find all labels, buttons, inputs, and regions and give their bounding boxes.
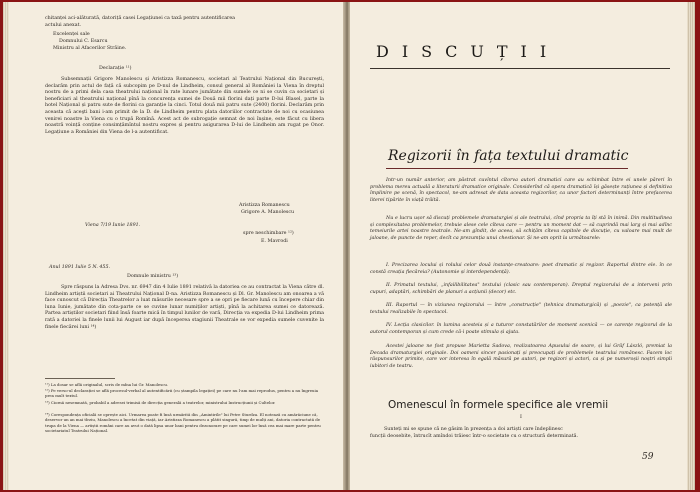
- last-line-1: Sunteți mi se spune că ne găsim în prezența a doi artiști care îndeplinesc: [384, 427, 563, 432]
- last-line-2: funcții deosebite, întrucît amîndoi trăiesc într-o societate cu o structură determinată.: [370, 434, 579, 439]
- signatory-2: Grigore A. Manolescu: [241, 210, 295, 215]
- intro-paragraph: Intr-un număr anterior, am păstrat cuvîntul cîtorva autori dramatici care au schimbat între ei unele păreri în problema mereu actuală a literaturii dramatice originale. Considerînd că opera dramatică își găsește rațiunea și definitiva împlinire pe scenă, în spectacol, ne-am adresat de data aceasta regizorilor, ca unor factori determinanți între prefacerea literei tipărite în viață trăită.: [370, 178, 672, 203]
- minister-heading: Domnule ministru ¹³): [127, 274, 179, 279]
- section-title: DISCUȚII: [376, 42, 560, 61]
- section-numeral: I: [520, 415, 522, 420]
- top-line-2: actului anexat.: [45, 23, 82, 28]
- point-1: I. Precizarea locului și rolului celor două instanțe-creatoare: poet dramatic și regizor. Raportul dintre ele. în ce constă creația fiecăreia? (Autonomie și interdependență).: [370, 263, 672, 275]
- declaration-text: Subsemnații Grigore Manolescu și Aristizza Romanescu, societari al Teatrului Național din București, declarăm prin actul de față că subcopim pe D-nul de Lindheim, consul general al României la Viena în dreptul nostru de a primi dela casa theatrului național în rate lunare jumătate din sumele ce ni se cuvin ca societari și beneficiari al theatrului național pînă la concurența sumei de Două mii florini dați parte D-lui Blasel, parte la hotel Național și patru sute de florini ca garanție la cinci. Totul două mii patru sute (2400) florini. Declarăm prin aceasta că aceşti bani i-am primit de la D. de Lindheim pentru plata datoriilor contractate de noi cu ocasiunea venirei noastre la Viena cu o trupă Romînă. Acest act de subrogație semnat de noi înșine, este făcut cu libera noastră voință conține consimțămîntul nostru expres și pentru asigurarea D-lui de Lindheim am rugat pe Onor. Legațiune a României din Viena de l-a autentificat.: [45, 77, 324, 135]
- footnote-1: ¹¹) La dosar se află originalul, scris de mîna lui Gr. Manolescu.: [45, 382, 169, 387]
- closing-line-1: Excelenței sale: [53, 32, 90, 37]
- right-page-edge: [687, 2, 695, 490]
- witness-name: E. Mavrodi: [261, 239, 288, 244]
- article-title-underline: [386, 168, 628, 169]
- top-line-1: chitanței aci-alăturată, datoriță casei Legațiunei ca taxă pentru autentificarea: [45, 16, 236, 21]
- dateline: Anul 1891 Iulie 5 N. 455.: [49, 265, 111, 270]
- left-page: [3, 2, 344, 490]
- point-2: II. Primatul textului, „infailibilitatea" textului (clasic sau contemporan). Dreptul regizorului de a interveni prin cupuri, adaptări, schimbări de planuri a acțiunii (decor) etc.: [370, 283, 672, 295]
- closing-paragraph: Acestei jaloane ne fost propuse Marietta Sadova, realizatoarea Apusului de soare, și lui Grăf László, premiat la Decada dramaturgiei originale. Doi oameni sincer pasionați și preocupați de problemele teatrului românesc. Facem loc răspunsurilor primite, care vor interesa în egală măsură pe autori, pe regizori și actori, ca și pe numeroșii noștri simpli iubitori de teatru.: [370, 344, 672, 369]
- footnote-4: ¹⁴) Corespondența oficială se oprește aici. Urmarea poate fi însă urmărită din „Amintirile" lui Petre Sturdza. El notează cu amărăciune că, deservor un an mai tîrziu, Manolescu a încetat din viață, iar Aristizza Romanescu a plătit singură, timp de mulți ani, datoria contractată de trupa de la Viena — artiștii români care au avut o dată lipsa unor bani pentru dezonorare pe care sumei lor însă cea mai mare parte pentru societariatul Teatrului Național.: [45, 412, 321, 433]
- page-number: 59: [642, 452, 654, 462]
- place-date: Viena 7/19 Iunie 1891.: [85, 223, 141, 228]
- footnote-rule: [45, 378, 115, 379]
- intro-paragraph-2: Nu e lucru ușor să discuți problemele dramaturgiei și ale teatrului, cînd propria ta îți stă în inimă. Din multitudinea și complexitatea problemelor, trebuie alese cele cîteva care — pentru un moment dat — să cuprindă mai larg și mai adînc temeiurile artei noastre teatrale. Ne-am gîndit, de aceea, să schițăm cîteva capitole de discuție, cu valoare mai mult de jaloane, de puncte de reper, decît ca prezumția unui chestionar. Și ne-am oprit la următoarele:: [370, 216, 672, 241]
- closing-line-2: Domnului C. Esarcu: [59, 39, 108, 44]
- footnote-3: ¹³) Ciornă nesemnată, probabil a adresei trimisă de direcția generală a teatrelor, ministrului Instrucțiunii și Cultelor.: [45, 400, 276, 405]
- article-title: Regizorii în fața textului dramatic: [388, 148, 629, 164]
- title-rule: [370, 68, 670, 69]
- point-3: III. Raportul — în viziunea regizorului — între „construcție" (tehnica dramaturgică) și „poezie", ca potență ale textului realizabile în spectacol.: [370, 303, 672, 315]
- signatory-1: Aristizza Romanescu: [239, 203, 290, 208]
- witness-note: spre neschimbare ¹²): [243, 231, 294, 236]
- subtitle: Omenescul în formele specifice ale vremii: [388, 399, 609, 411]
- footnote-2: ¹²) Pe verso-ul declarației se află procesul-verbal al autentificării (cu ștampila legației) pe care nu l-am mai reprodus, pentru a nu îngreuia prea mult textul.: [45, 388, 319, 399]
- book-spread: [3, 2, 695, 490]
- left-page-edge: [3, 2, 9, 490]
- closing-line-3: Ministru al Afacerilor Străine.: [53, 46, 127, 51]
- response-text: Spre răspuns la Adresa Dvs. nr. 6947 din 4 Iulie 1891 relativă la datoriea ce au contractat la Viena către dl. Lindheim artiștii societari ai Theatrului Național D-na. Aristizza Romanescu și Dl. Gr. Manolescu am onoarea a vă face cunoscut că Direcția Theatrelor a luat măsurile necesare spre a se opri pe fiecare lună cu începere chiar din luna Iunie, jumătate din cota-parte ce se cuvine lunar numiților artiști, pînă la achitarea sumei ce datorează. Partea artiștilor societari fiind însă foarte mică în timpul lunilor de vară, Direcția va expedia D-lui Lindheim prima rată a datoriei la finele lunii lui August iar după începerea stagiunii Theatrale se vor expedia sumele cuvenite la finele fiecărei luni ¹⁴): [45, 285, 324, 330]
- point-4: IV. Lecția clasicilor. în lumina acesteia și a tuturor constatărilor de moment scenică — ce carențe regizorul de la autorul contemporan și cum crede că-i poate stimula și ajuta.: [370, 323, 672, 335]
- declaration-heading: Declarație ¹¹): [99, 66, 132, 71]
- right-page: [350, 2, 695, 490]
